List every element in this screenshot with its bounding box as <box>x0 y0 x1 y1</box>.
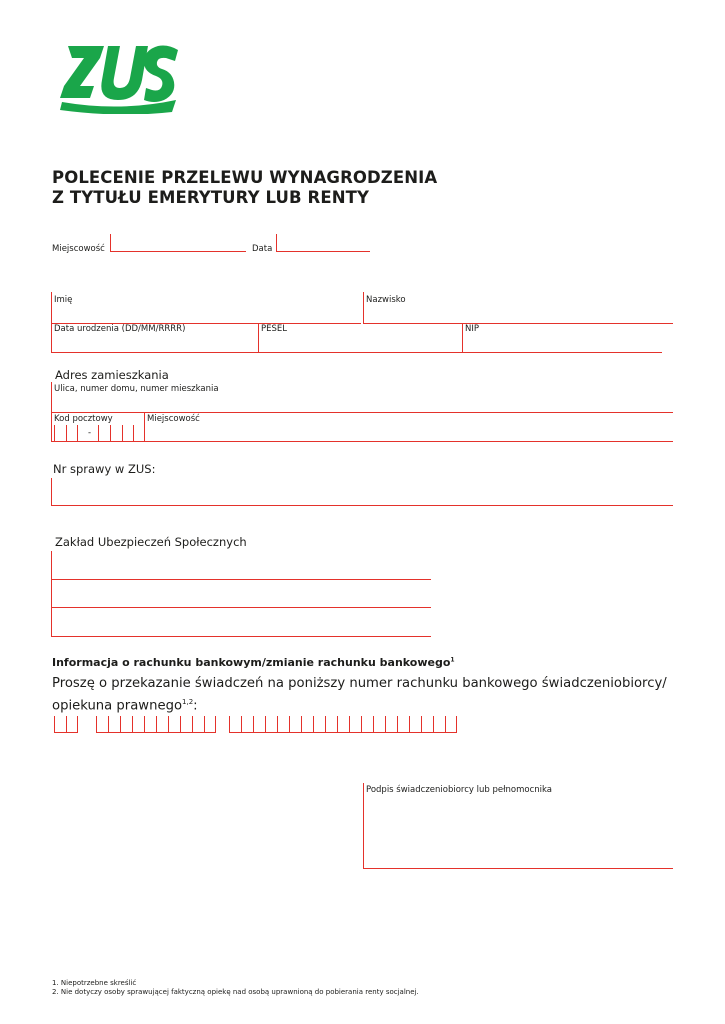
bank-request-sup: 1,2 <box>182 698 194 706</box>
address-heading: Adres zamieszkania <box>55 368 169 382</box>
digit-box[interactable] <box>168 716 180 733</box>
case-number-label: Nr sprawy w ZUS: <box>53 462 156 476</box>
date-label: Data <box>252 244 273 254</box>
digit-box[interactable] <box>409 716 421 733</box>
last-name-field[interactable] <box>363 292 673 324</box>
digit-box[interactable] <box>54 716 66 733</box>
bank-heading-text: Informacja o rachunku bankowym/zmianie rachunku bankowego <box>52 656 451 669</box>
digit-box[interactable] <box>122 425 134 442</box>
digit-box[interactable] <box>361 716 373 733</box>
postal-label: Kod pocztowy <box>54 414 113 424</box>
footnote-2: 2. Nie dotyczy osoby sprawującej faktyczną opiekę nad osobą uprawnioną do pobierania renty socjalnej. <box>52 988 419 996</box>
digit-box[interactable] <box>337 716 349 733</box>
bank-heading-sup: 1 <box>450 656 455 664</box>
digit-box[interactable] <box>265 716 277 733</box>
account-number[interactable] <box>229 716 457 733</box>
city-label: Miejscowość <box>147 414 200 424</box>
street-label: Ulica, numer domu, numer mieszkania <box>54 384 219 394</box>
case-number-field[interactable] <box>51 478 673 506</box>
zus-logo <box>60 42 180 114</box>
signature-label: Podpis świadczeniobiorcy lub pełnomocnika <box>366 785 552 795</box>
digit-box[interactable] <box>66 425 78 442</box>
postal-code-part1[interactable] <box>54 425 78 442</box>
digit-box[interactable] <box>54 425 66 442</box>
digit-box[interactable] <box>289 716 301 733</box>
digit-box[interactable] <box>204 716 216 733</box>
digit-box[interactable] <box>277 716 289 733</box>
footnote-1: 1. Niepotrzebne skreślić <box>52 979 137 987</box>
city-field[interactable] <box>144 412 673 442</box>
digit-box[interactable] <box>373 716 385 733</box>
digit-box[interactable] <box>397 716 409 733</box>
nip-label: NIP <box>465 324 479 334</box>
digit-box[interactable] <box>229 716 241 733</box>
digit-box[interactable] <box>433 716 445 733</box>
digit-box[interactable] <box>313 716 325 733</box>
account-checksum[interactable] <box>54 716 78 733</box>
digit-box[interactable] <box>192 716 204 733</box>
digit-box[interactable] <box>325 716 337 733</box>
bank-request-text <box>52 675 667 715</box>
digit-box[interactable] <box>120 716 132 733</box>
digit-box[interactable] <box>349 716 361 733</box>
street-field[interactable] <box>51 382 673 413</box>
form-title <box>52 168 437 208</box>
place-field[interactable] <box>110 234 246 252</box>
digit-box[interactable] <box>110 425 122 442</box>
nip-field[interactable] <box>462 323 662 353</box>
last-name-label: Nazwisko <box>366 295 406 305</box>
bank-heading <box>52 656 455 669</box>
digit-box[interactable] <box>241 716 253 733</box>
pesel-label: PESEL <box>261 324 287 334</box>
account-bank-code[interactable] <box>96 716 216 733</box>
digit-box[interactable] <box>98 425 110 442</box>
bank-request-line2-text: opiekuna prawnego <box>52 698 183 714</box>
signature-field[interactable] <box>363 783 673 869</box>
digit-box[interactable] <box>445 716 457 733</box>
office-line-2[interactable] <box>51 580 431 608</box>
bank-request-line2 <box>52 693 667 715</box>
date-field[interactable] <box>276 234 370 252</box>
place-label: Miejscowość <box>52 244 105 254</box>
bank-request-line1: Proszę o przekazanie świadczeń na poniższy numer rachunku bankowego świadczeniobiorcy/ <box>52 676 667 691</box>
digit-box[interactable] <box>421 716 433 733</box>
digit-box[interactable] <box>301 716 313 733</box>
form-title-line1: POLECENIE PRZELEWU WYNAGRODZENIA <box>52 168 438 187</box>
digit-box[interactable] <box>253 716 265 733</box>
digit-box[interactable] <box>156 716 168 733</box>
digit-box[interactable] <box>108 716 120 733</box>
digit-box[interactable] <box>96 716 108 733</box>
form-title-line2: Z TYTUŁU EMERYTURY LUB RENTY <box>52 188 370 207</box>
office-line-1[interactable] <box>51 551 431 580</box>
office-line-3[interactable] <box>51 608 431 637</box>
bank-request-colon: : <box>193 698 198 714</box>
footnotes <box>52 979 419 997</box>
digit-box[interactable] <box>132 716 144 733</box>
digit-box[interactable] <box>144 716 156 733</box>
digit-box[interactable] <box>385 716 397 733</box>
digit-box[interactable] <box>180 716 192 733</box>
postal-dash: - <box>88 428 92 438</box>
digit-box[interactable] <box>66 716 78 733</box>
first-name-label: Imię <box>54 295 73 305</box>
office-heading: Zakład Ubezpieczeń Społecznych <box>55 535 247 549</box>
birth-date-label: Data urodzenia (DD/MM/RRRR) <box>54 324 186 334</box>
pesel-field[interactable] <box>258 323 463 353</box>
first-name-field[interactable] <box>51 292 361 324</box>
postal-code-part2[interactable] <box>98 425 134 442</box>
